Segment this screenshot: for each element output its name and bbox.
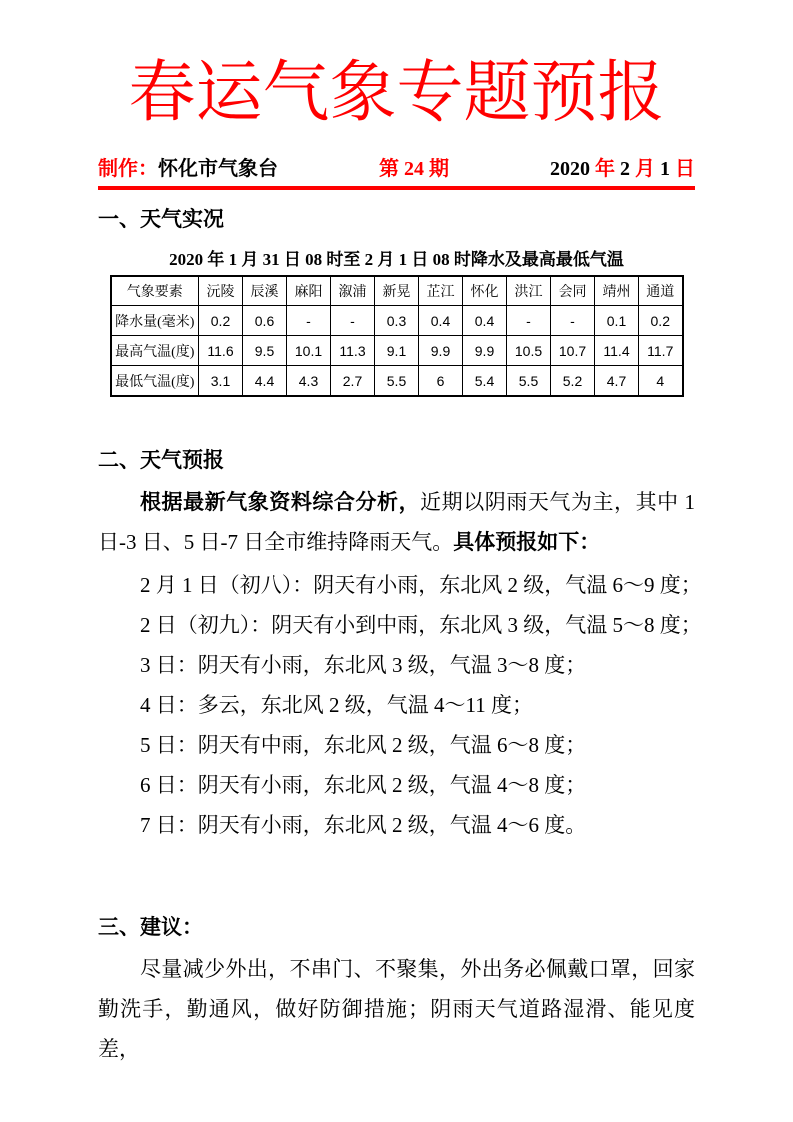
table-value-cell: - xyxy=(331,306,375,336)
table-value-cell: 4 xyxy=(639,366,683,396)
table-value-cell: 5.4 xyxy=(463,366,507,396)
table-value-cell: 3.1 xyxy=(199,366,243,396)
table-row xyxy=(111,336,683,366)
producer xyxy=(98,152,278,181)
date-unit-char: 日 xyxy=(670,157,695,180)
table-value-cell: 0.6 xyxy=(243,306,287,336)
forecast-line: 5 日：阴天有中雨，东北风 2 级，气温 6～8 度； xyxy=(140,733,587,758)
table-value-cell: 11.3 xyxy=(331,336,375,366)
table-value-cell: 2.7 xyxy=(331,366,375,396)
table-value-cell: 11.4 xyxy=(595,336,639,366)
table-value-cell: 0.1 xyxy=(595,306,639,336)
date-number: 2020 xyxy=(550,157,590,180)
table-header-station: 麻阳 xyxy=(287,276,331,306)
row-label: 最低气温(度) xyxy=(111,366,199,396)
table-value-cell: 11.6 xyxy=(199,336,243,366)
forecast-list xyxy=(98,565,702,845)
section3-heading: 三、建议： xyxy=(98,915,203,940)
date-unit-char: 月 xyxy=(630,157,660,180)
table-value-cell: 0.2 xyxy=(199,306,243,336)
table-header-row xyxy=(111,276,683,306)
table-value-cell: 10.1 xyxy=(287,336,331,366)
table-value-cell: - xyxy=(287,306,331,336)
date-unit-char: 年 xyxy=(590,157,620,180)
table-value-cell: 11.7 xyxy=(639,336,683,366)
weather-table-title: 2020 年 1 月 31 日 08 时至 2 月 1 日 08 时降水及最高最低气温 xyxy=(169,249,624,269)
table-value-cell: 9.9 xyxy=(463,336,507,366)
table-header-station: 溆浦 xyxy=(331,276,375,306)
forecast-line: 6 日：阴天有小雨，东北风 2 级，气温 4～8 度； xyxy=(140,773,587,798)
table-value-cell: 0.4 xyxy=(463,306,507,336)
section2-heading: 二、天气预报 xyxy=(98,447,224,472)
document-title: 春运气象专题预报 xyxy=(128,56,665,130)
table-value-cell: 9.1 xyxy=(375,336,419,366)
table-header-station: 沅陵 xyxy=(199,276,243,306)
table-row xyxy=(111,366,683,396)
table-header-station: 通道 xyxy=(639,276,683,306)
table-header-station: 新晃 xyxy=(375,276,419,306)
section1-heading: 一、天气实况 xyxy=(98,206,224,231)
date-number: 2 xyxy=(620,157,630,180)
table-value-cell: 9.9 xyxy=(419,336,463,366)
table-value-cell: 4.7 xyxy=(595,366,639,396)
producer-label: 制作： xyxy=(98,157,158,180)
table-value-cell: 10.7 xyxy=(551,336,595,366)
table-header-station: 洪江 xyxy=(507,276,551,306)
forecast-intro xyxy=(98,482,695,562)
table-value-cell: 4.3 xyxy=(287,366,331,396)
table-value-cell: 5.2 xyxy=(551,366,595,396)
table-value-cell: 0.3 xyxy=(375,306,419,336)
weather-observation-table xyxy=(110,275,684,397)
issue-number: 第 24 期 xyxy=(379,157,449,180)
forecast-intro-body: 近期以阴雨天气为主，其中 1 日-3 日、5 日-7 日全市维持降雨天气。 xyxy=(98,490,695,555)
date-number: 1 xyxy=(660,157,670,180)
forecast-line: 4 日：多云，东北风 2 级，气温 4～11 度； xyxy=(140,693,533,718)
table-value-cell: 0.2 xyxy=(639,306,683,336)
row-label: 最高气温(度) xyxy=(111,336,199,366)
forecast-line: 7 日：阴天有小雨，东北风 2 级，气温 4～6 度。 xyxy=(140,813,587,838)
row-label: 降水量(毫米) xyxy=(111,306,199,336)
header-rule xyxy=(98,186,695,190)
table-row xyxy=(111,306,683,336)
table-value-cell: 0.4 xyxy=(419,306,463,336)
forecast-line: 2 月 1 日（初八）：阴天有小雨，东北风 2 级，气温 6～9 度； xyxy=(140,573,702,598)
table-value-cell: 9.5 xyxy=(243,336,287,366)
table-value-cell: 5.5 xyxy=(375,366,419,396)
meta-row xyxy=(98,152,695,181)
table-value-cell: - xyxy=(551,306,595,336)
table-value-cell: 6 xyxy=(419,366,463,396)
issue-date xyxy=(550,152,695,181)
table-header-station: 芷江 xyxy=(419,276,463,306)
table-header-station: 会同 xyxy=(551,276,595,306)
table-header-station: 怀化 xyxy=(463,276,507,306)
producer-name: 怀化市气象台 xyxy=(158,157,278,180)
forecast-intro-lead: 根据最新气象资料综合分析， xyxy=(140,490,421,515)
table-value-cell: 5.5 xyxy=(507,366,551,396)
advice-body: 尽量减少外出，不串门、不聚集，外出务必佩戴口罩，回家勤洗手，勤通风，做好防御措施；阴雨天气道路湿滑、能见度差， xyxy=(98,957,695,1062)
table-value-cell: 10.5 xyxy=(507,336,551,366)
table-value-cell: 4.4 xyxy=(243,366,287,396)
table-header-station: 辰溪 xyxy=(243,276,287,306)
table-value-cell: - xyxy=(507,306,551,336)
forecast-line: 2 日（初九）：阴天有小到中雨，东北风 3 级，气温 5～8 度； xyxy=(140,613,702,638)
forecast-intro-tail: 具体预报如下： xyxy=(453,530,601,555)
table-header-element: 气象要素 xyxy=(111,276,199,306)
table-header-station: 靖州 xyxy=(595,276,639,306)
forecast-line: 3 日：阴天有小雨，东北风 3 级，气温 3～8 度； xyxy=(140,653,587,678)
